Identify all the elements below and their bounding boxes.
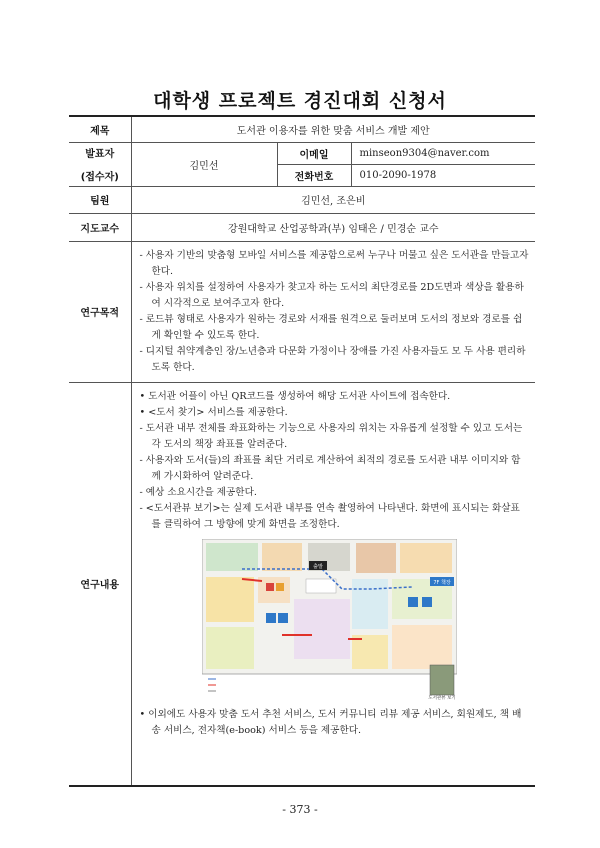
content-item: • <도서 찾기> 서비스를 제공한다. (139, 406, 288, 418)
purpose-item: - 사용자 기반의 맞춤형 모바일 서비스를 제공함으로써 누구나 머물고 싶은 도서관을 만들고자 한다. (139, 249, 529, 277)
email-value: minseon9304@naver.com (351, 142, 535, 164)
library-floor-map (202, 539, 457, 701)
team-value: 김민선, 조은비 (131, 186, 535, 213)
email-label: 이메일 (277, 142, 351, 164)
purpose-content (131, 241, 535, 382)
row-purpose (69, 241, 535, 382)
content-item: • 이외에도 사용자 맞춤 도서 추천 서비스, 도서 커뮤니티 리뷰 제공 서비스, 회원제도, 책 배송 서비스, 전자책(e-book) 서비스 등을 제공한다. (139, 708, 522, 736)
row-content (69, 382, 535, 786)
content-body (131, 382, 535, 786)
content-item: - 도서관 내부 전체를 좌표화하는 기능으로 사용자의 위치는 자유롭게 설정할 수 있고 도서는 각 도서의 책장 좌표를 알려준다. (139, 422, 523, 450)
subject-value: 도서관 이용자를 위한 맞춤 서비스 개발 제안 (131, 116, 535, 142)
purpose-item: - 디지털 취약계층인 장/노년층과 다문화 가정이나 장애를 가진 사용자들도 모 두 사용 편리하도록 한다. (139, 345, 526, 373)
purpose-item: - 로드뷰 형태로 사용자가 원하는 경로와 서재를 원격으로 둘러보며 도서의 정보와 경로를 쉽게 확인할 수 있도록 한다. (139, 313, 523, 341)
application-form (69, 115, 535, 787)
map-photo-caption: 도서관뷰 보기 (427, 695, 456, 701)
presenter-label (69, 142, 131, 186)
team-label: 팀원 (69, 186, 131, 213)
row-presenter (69, 142, 535, 164)
floor-plan-image (202, 539, 457, 701)
advisor-value: 강원대학교 산업공학과(부) 임태은 / 민경순 교수 (131, 213, 535, 241)
content-item: - 사용자와 도서(들)의 좌표를 최단 거리로 계산하여 최적의 경로를 도서관 내부 이미지와 함께 가시화하여 알려준다. (139, 454, 521, 482)
presenter-label-line2: (접수자) (80, 172, 119, 183)
presenter-label-line1: 발표자 (85, 149, 115, 160)
content-item: - 예상 소요시간을 제공한다. (139, 486, 257, 498)
phone-value: 010-2090-1978 (351, 164, 535, 186)
purpose-item: - 사용자 위치를 설정하여 사용자가 찾고자 하는 도서의 최단경로를 2D도면과 색상을 활용하여 시각적으로 보여주고자 한다. (139, 281, 524, 309)
content-item: • 도서관 어플이 아닌 QR코드를 생성하여 해당 도서관 사이트에 접속한다. (139, 390, 451, 402)
purpose-label: 연구목적 (69, 241, 131, 382)
presenter-value: 김민선 (131, 142, 277, 186)
advisor-label: 지도교수 (69, 213, 131, 241)
row-subject (69, 116, 535, 142)
content-item: - <도서관뷰 보기>는 실제 도서관 내부를 연속 촬영하여 나타낸다. 화면에 표시되는 화살표를 클릭하여 그 방향에 맞게 화면을 조정한다. (139, 502, 520, 530)
map-start-tag: 출발 (312, 563, 323, 570)
map-shelf-tag: 7F 책장 (432, 579, 451, 586)
phone-label: 전화번호 (277, 164, 351, 186)
row-advisor (69, 213, 535, 241)
row-team (69, 186, 535, 213)
page-title: 대학생 프로젝트 경진대회 신청서 (153, 90, 447, 112)
subject-label: 제목 (69, 116, 131, 142)
page-number: - 373 - (282, 803, 318, 816)
content-label: 연구내용 (69, 382, 131, 786)
